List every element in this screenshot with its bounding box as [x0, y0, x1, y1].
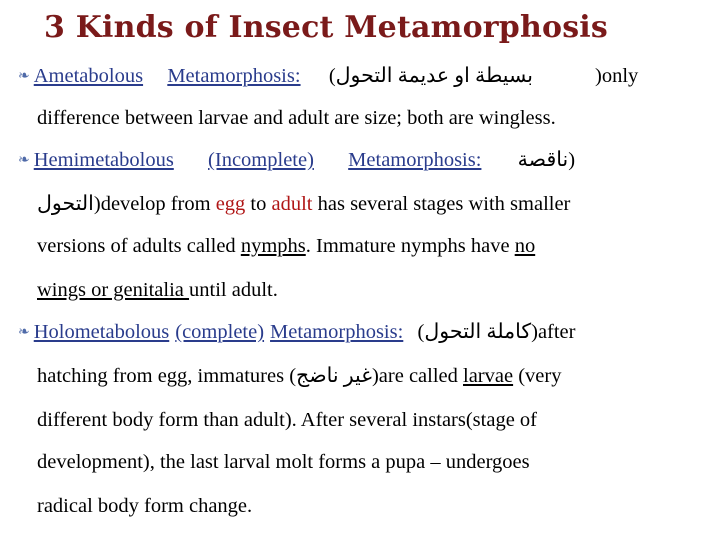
holometabolous-line5: radical body form change. [37, 495, 253, 517]
holometabolous-line3: different body form than adult). After several instars(stage of [37, 409, 537, 431]
holometabolous-called-text: )are called [371, 365, 464, 387]
hemimetabolous-adult: adult [271, 193, 313, 215]
hemimetabolous-wings-genitalia: wings or genitalia [37, 279, 190, 301]
holometabolous-line4: development), the last larval molt forms a pupa – undergoes [37, 451, 530, 473]
holometabolous-arabic2: غير ناضج [296, 365, 372, 387]
hemimetabolous-stages-text: has several stages with smaller [312, 193, 571, 215]
holometabolous-line2 [37, 362, 697, 390]
ametabolous-paren-open: ( [328, 65, 336, 87]
bullet-icon: ❧ [18, 69, 30, 84]
holometabolous-heading-line [18, 318, 678, 349]
holometabolous-after: after [537, 321, 576, 343]
hemimetabolous-versions-text: versions of adults called [37, 235, 241, 257]
holometabolous-larvae: larvae [463, 365, 514, 387]
hemimetabolous-term: Hemimetabolous [33, 149, 174, 171]
bullet-icon: ❧ [18, 153, 30, 168]
hemimetabolous-to: to [245, 193, 272, 215]
holometabolous-very: (very [513, 365, 562, 387]
holometabolous-hatching-text: hatching from egg, immatures ( [37, 365, 297, 387]
hemimetabolous-until-adult: until adult. [189, 279, 278, 301]
hemimetabolous-metamorphosis: Metamorphosis: [348, 149, 482, 171]
ametabolous-metamorphosis: Metamorphosis: [167, 65, 301, 87]
hemimetabolous-immature-text: . Immature nymphs have [305, 235, 515, 257]
holometabolous-arabic: (كاملة التحول) [417, 321, 538, 343]
hemimetabolous-line2 [37, 190, 697, 218]
hemimetabolous-heading-line [18, 146, 678, 177]
holometabolous-metamorphosis: Metamorphosis: [270, 321, 404, 343]
hemimetabolous-develop-text: develop from [100, 193, 216, 215]
ametabolous-heading-line [18, 62, 678, 93]
hemimetabolous-nymphs: nymphs [240, 235, 306, 257]
hemimetabolous-incomplete: (Incomplete) [208, 149, 314, 171]
ametabolous-tail: only [601, 65, 639, 87]
ametabolous-description: difference between larvae and adult are size; both are wingless. [37, 107, 556, 129]
holometabolous-term: Holometabolous [33, 321, 170, 343]
hemimetabolous-line4 [37, 276, 697, 304]
bullet-icon: ❧ [18, 325, 30, 340]
holometabolous-complete: (complete) [175, 321, 265, 343]
hemimetabolous-arabic-line2: (التحول [37, 193, 101, 215]
hemimetabolous-line3 [37, 232, 697, 260]
ametabolous-arabic: بسيطة او عديمة التحول [335, 65, 533, 87]
slide-title: 3 Kinds of Insect Metamorphosis [44, 10, 608, 45]
hemimetabolous-egg: egg [215, 193, 246, 215]
ametabolous-paren-close: ) [594, 65, 602, 87]
hemimetabolous-no: no [514, 235, 536, 257]
ametabolous-term: Ametabolous [33, 65, 144, 87]
hemimetabolous-arabic: (ناقصة [517, 149, 576, 171]
